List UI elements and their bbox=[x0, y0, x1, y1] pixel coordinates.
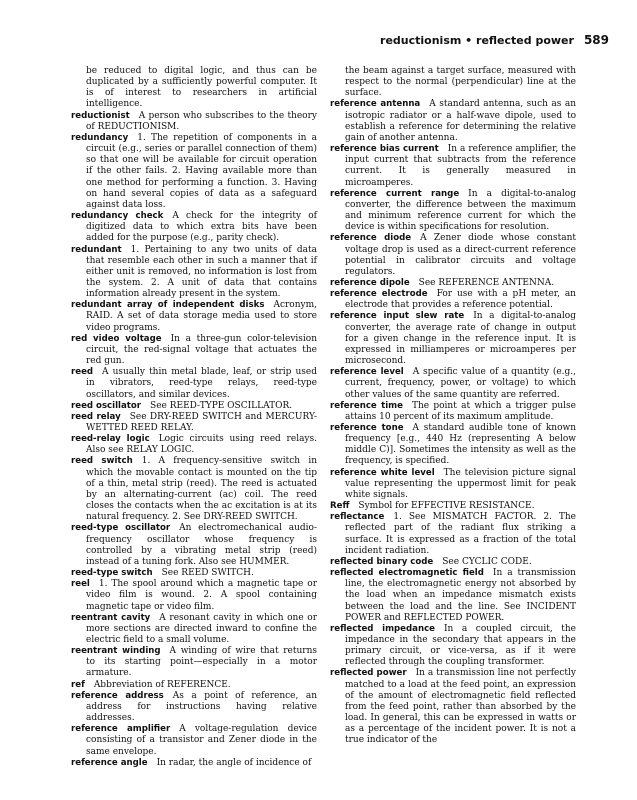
entry-term: reed relay bbox=[71, 411, 121, 422]
dictionary-entry bbox=[71, 211, 317, 244]
entry-definition: Acronym, RAID. A set of data storage media used to store video programs. bbox=[86, 300, 317, 333]
left-entry-list bbox=[71, 111, 317, 769]
entry-definition: In a transmission line not perfectly matched to a load at the feed point, an expression of the amount of electromagnetic field reflected from the feed point, rather than absorbed by the load. In general, this can be expressed in watts or as a percentage of the incident power. It is not a true indicator of the bbox=[345, 668, 576, 746]
entry-definition: Symbol for EFFECTIVE RESISTANCE. bbox=[358, 501, 535, 512]
entry-term: reference dipole bbox=[330, 277, 410, 288]
dictionary-entry bbox=[71, 133, 317, 211]
entry-definition: A usually thin metal blade, leaf, or strip used in vibrators, reed-type relays, reed-type oscillators, and similar devices. bbox=[86, 367, 317, 400]
dictionary-entry bbox=[330, 468, 576, 501]
entry-definition: See REFERENCE ANTENNA. bbox=[418, 277, 555, 288]
dictionary-entry bbox=[71, 758, 317, 769]
entry-term: Reff bbox=[330, 501, 350, 512]
entry-term: reed-type oscillator bbox=[71, 523, 171, 534]
entry-term: reference address bbox=[71, 690, 164, 701]
dictionary-entry bbox=[330, 189, 576, 234]
right-entry-list bbox=[330, 99, 576, 746]
entry-term: reed switch bbox=[71, 456, 133, 467]
entry-term: reentrant winding bbox=[71, 646, 161, 657]
entry-definition: A standard audible tone of known frequency [e.g., 440 Hz (representing A below middle C)]. Sometimes the intensity as well as the frequency, is specified. bbox=[345, 423, 576, 467]
entry-definition: 1. See MISMATCH FACTOR. 2. The reflected part of the radiant flux striking a surface. It is expressed as a fraction of the total incident radiation. bbox=[345, 512, 576, 556]
dictionary-entry bbox=[71, 245, 317, 301]
entry-definition: A specific value of a quantity (e.g., current, frequency, power, or voltage) to which other values of the same quantity are referred. bbox=[345, 367, 576, 400]
dictionary-entry bbox=[71, 456, 317, 523]
entry-definition: A winding of wire that returns to its starting point—especially in a motor armature. bbox=[86, 646, 317, 679]
dictionary-entry bbox=[71, 680, 317, 691]
entry-term: reference angle bbox=[71, 757, 148, 768]
entry-definition: In a three-gun color-television circuit, the red-signal voltage that actuates the red gun. bbox=[86, 333, 317, 367]
entry-term: reference level bbox=[330, 367, 404, 378]
entry-definition: 1. The repetition of components in a circuit (e.g., series or parallel connection of them) so that one will be available for circuit operation if the other fails. 2. Having available more than one method for performing a function. 3. Having on hand several copies of data as a safeguard against data loss. bbox=[86, 132, 317, 210]
dictionary-entry bbox=[71, 434, 317, 456]
dictionary-entry bbox=[71, 300, 317, 333]
dictionary-entry bbox=[71, 691, 317, 724]
dictionary-entry bbox=[71, 724, 317, 757]
entry-definition: In a digital-to-analog converter, the average rate of change in output for a given change in the reference input. It is expressed in milliamperes or microamperes per microsecond. bbox=[345, 311, 576, 367]
entry-definition: For use with a pH meter, an electrode that provides a reference potential. bbox=[345, 289, 576, 311]
entry-term: reel bbox=[71, 579, 90, 590]
entry-term: reflectance bbox=[330, 512, 385, 523]
entry-term: red video voltage bbox=[71, 333, 162, 344]
dictionary-entry bbox=[71, 646, 317, 679]
entry-term: reference antenna bbox=[330, 99, 421, 110]
entry-definition: A check for the integrity of digitized data to which extra bits have been added for the purpose (e.g., parity check). bbox=[86, 211, 317, 244]
entry-term: reed-relay logic bbox=[71, 434, 150, 445]
dictionary-entry bbox=[330, 501, 576, 512]
dictionary-entry bbox=[71, 111, 317, 133]
entry-definition: A person who subscribes to the theory of REDUCTIONISM. bbox=[86, 110, 317, 132]
entry-term: reflected electromagnetic field bbox=[330, 568, 484, 579]
entry-term: reference bias current bbox=[330, 144, 439, 155]
dictionary-entry bbox=[330, 401, 576, 423]
continued-definition: the beam against a target surface, measured with respect to the normal (perpendicular) line at the surface. bbox=[345, 66, 576, 99]
entry-term: redundancy check bbox=[71, 211, 164, 222]
dictionary-entry bbox=[330, 624, 576, 669]
entry-definition: The television picture signal value representing the uppermost limit for peak white signals. bbox=[345, 467, 576, 500]
entry-definition: 1. A frequency-sensitive switch in which the movable contact is mounted on the tip of a thin, metal strip (reed). The reed is actuated by an alternating-current (ac) coil. The reed closes the contacts when the ac excitation is at its natural frequency. 2. See DRY-REED SWITCH. bbox=[86, 456, 318, 523]
entry-definition: 1. The spool around which a magnetic tape or video film is wound. 2. A spool containing magnetic tape or video film. bbox=[86, 579, 317, 612]
dictionary-entry bbox=[330, 144, 576, 189]
right-column bbox=[330, 66, 576, 747]
entry-definition: Logic circuits using reed relays. Also see RELAY LOGIC. bbox=[86, 434, 317, 456]
dictionary-entry bbox=[71, 412, 317, 434]
dictionary-entry bbox=[71, 401, 317, 412]
page-number: 589 bbox=[583, 33, 609, 47]
left-column bbox=[71, 66, 317, 769]
entry-term: reference white level bbox=[330, 467, 435, 478]
entry-definition: In a digital-to-analog converter, the difference between the maximum and minimum reference current for which the device is within specifications for resolution. bbox=[345, 188, 576, 233]
entry-definition: A standard antenna, such as an isotropic radiator or a half-wave dipole, used to establish a reference for determining the relative gain of another antenna. bbox=[345, 99, 576, 143]
dictionary-entry bbox=[330, 311, 576, 367]
entry-term: reentrant cavity bbox=[71, 612, 151, 623]
dictionary-entry bbox=[330, 367, 576, 400]
entry-definition: 1. Pertaining to any two units of data that resemble each other in such a manner that if either unit is removed, no information is lost from the system. 2. A unit of data that contains information already present in the system. bbox=[86, 244, 317, 300]
dictionary-entry bbox=[71, 579, 317, 612]
entry-term: reference diode bbox=[330, 233, 412, 244]
running-title: reductionism • reflected power bbox=[380, 34, 574, 47]
entry-definition: In a reference amplifier, the input current that subtracts from the reference current. It is generally measured in microamperes. bbox=[345, 144, 576, 188]
entry-definition: In a transmission line, the electromagnetic energy not absorbed by the load when an impedance mismatch exists between the load and the line. See INCIDENT POWER and REFLECTED POWER. bbox=[345, 568, 576, 623]
dictionary-entry bbox=[71, 367, 317, 400]
running-header bbox=[380, 33, 609, 47]
dictionary-entry bbox=[330, 512, 576, 557]
entry-term: redundancy bbox=[71, 132, 129, 143]
entry-definition: A resonant cavity in which one or more sections are directed inward to confine the electric field to a small volume. bbox=[86, 612, 317, 645]
entry-definition: See REED SWITCH. bbox=[161, 568, 254, 579]
entry-term: redundant array of independent disks bbox=[71, 300, 265, 311]
dictionary-entry bbox=[71, 334, 317, 367]
dictionary-entry bbox=[330, 568, 576, 624]
entry-term: reference current range bbox=[330, 188, 460, 199]
dictionary-entry bbox=[71, 568, 317, 579]
entry-definition: See CYCLIC CODE. bbox=[442, 556, 532, 567]
entry-term: reductionist bbox=[71, 110, 130, 121]
dictionary-entry bbox=[330, 423, 576, 468]
entry-term: ref bbox=[71, 679, 85, 690]
dictionary-entry bbox=[330, 668, 576, 746]
dictionary-entry bbox=[330, 233, 576, 278]
dictionary-entry bbox=[330, 278, 576, 289]
entry-definition: As a point of reference, an address for instructions having relative addresses. bbox=[86, 690, 317, 724]
entry-term: reed oscillator bbox=[71, 400, 142, 411]
entry-definition: See DRY-REED SWITCH and MERCURY-WETTED REED RELAY. bbox=[86, 411, 318, 433]
entry-definition: In a coupled circuit, the impedance in the secondary that appears in the primary circuit, or vice-versa, as if it were reflected through the coupling transformer. bbox=[345, 623, 577, 668]
entry-definition: Abbreviation of REFERENCE. bbox=[93, 679, 231, 690]
entry-term: reflected power bbox=[330, 668, 407, 679]
entry-definition: An electromechanical audio-frequency oscillator whose frequency is controlled by a vibrating metal strip (reed) instead of a tuning fork. Also see HUMMER. bbox=[86, 523, 317, 567]
dictionary-entry bbox=[330, 99, 576, 144]
entry-term: reflected binary code bbox=[330, 556, 434, 567]
entry-term: reed-type switch bbox=[71, 568, 153, 579]
entry-definition: In radar, the angle of incidence of bbox=[156, 757, 312, 768]
entry-term: reference tone bbox=[330, 423, 404, 433]
entry-term: reed bbox=[71, 367, 94, 378]
entry-term: reference time bbox=[330, 400, 403, 411]
entry-definition: A Zener diode whose constant voltage drop is used as a direct-current reference potential in calibrator circuits and voltage regulators. bbox=[345, 233, 576, 277]
entry-term: reference electrode bbox=[330, 289, 428, 300]
entry-definition: See REED-TYPE OSCILLATOR. bbox=[150, 400, 293, 411]
entry-term: reference input slew rate bbox=[330, 311, 465, 322]
dictionary-entry bbox=[71, 613, 317, 646]
dictionary-entry bbox=[71, 523, 317, 568]
entry-term: redundant bbox=[71, 244, 122, 255]
dictionary-entry bbox=[330, 557, 576, 568]
dictionary-entry bbox=[330, 289, 576, 311]
entry-term: reference amplifier bbox=[71, 724, 171, 735]
entry-definition: A voltage-regulation device consisting of a transistor and Zener diode in the same envelope. bbox=[86, 724, 317, 757]
entry-term: reflected impedance bbox=[330, 623, 435, 634]
continued-definition: be reduced to digital logic, and thus can be duplicated by a sufficiently powerful computer. It is of interest to researchers in artificial intelligence. bbox=[86, 66, 317, 110]
entry-definition: The point at which a trigger pulse attains 10 percent of its maximum amplitude. bbox=[345, 400, 576, 422]
